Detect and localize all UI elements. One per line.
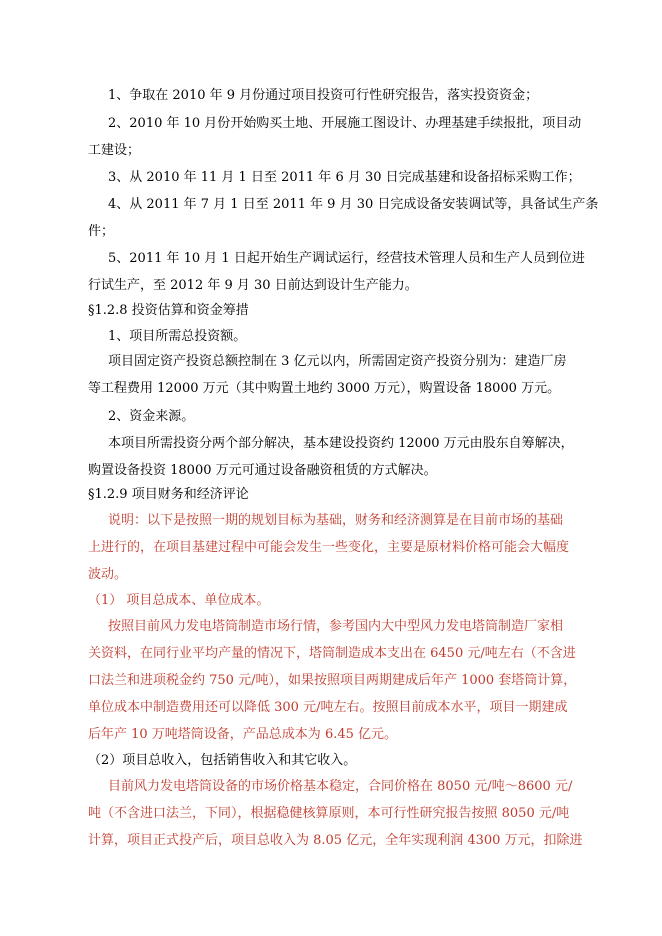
plan-item-1: 1、争取在 2010 年 9 月份通过项目投资可行性研究报告，落实投资资金； — [108, 88, 539, 103]
plan-item-5: 5、2011 年 10 月 1 日起开始生产调试运行，经营技术管理人员和生产人员到位进 — [108, 251, 585, 266]
section-heading-1-2-8: §1.2.8 投资估算和资金筹措 — [88, 303, 249, 318]
cost-paragraph-line-3: 口法兰和进项税金约 750 元/吨），如果按照项目两期建成后年产 1000 套塔筒计算， — [88, 673, 577, 688]
revenue-paragraph-line-3: 计算，项目正式投产后，项目总收入为 8.05 亿元，全年实现利润 4300 万元，扣除进 — [88, 833, 583, 848]
plan-item-2-cont: 工建设； — [88, 143, 141, 158]
note-line-3: 波动。 — [88, 567, 128, 582]
cost-paragraph-line-2: 关资料，在同行业平均产量的情况下，塔筒制造成本支出在 6450 元/吨左右（不含进 — [88, 646, 576, 661]
plan-item-4-cont: 件； — [88, 224, 115, 239]
plan-item-4: 4、从 2011 年 7 月 1 日至 2011 年 9 月 30 日完成设备安装调试等，具备试生产条 — [108, 197, 599, 212]
revenue-paragraph-line-1: 目前风力发电塔筒设备的市场价格基本稳定，合同价格在 8050 元/吨～8600 元/ — [108, 779, 573, 794]
cost-paragraph-line-4: 单位成本中制造费用还可以降低 300 元/吨左右。按照目前成本水平，项目一期建成 — [88, 700, 568, 715]
revenue-subheading: （2）项目总收入，包括销售收入和其它收入。 — [88, 753, 357, 768]
cost-paragraph-line-1: 按照目前风力发电塔筒制造市场行情，参考国内大中型风力发电塔筒制造厂家相 — [108, 619, 564, 634]
revenue-paragraph-line-2: 吨（不含进口法兰，下同），根据稳健核算原则，本可行性研究报告按照 8050 元/吨 — [88, 806, 570, 821]
note-line-2: 上进行的，在项目基建过程中可能会发生一些变化，主要是原材料价格可能会大幅度 — [88, 540, 570, 555]
cost-subheading: （1） 项目总成本、单位成本。 — [88, 593, 270, 608]
funding-paragraph-line-1: 本项目所需投资分两个部分解决，基本建设投资约 12000 万元由股东自筹解决， — [108, 436, 574, 451]
plan-item-3: 3、从 2010 年 11 月 1 日至 2011 年 6 月 30 日完成基建和设备招标采购工作； — [108, 170, 581, 185]
investment-paragraph-line-2: 等工程费用 12000 万元（其中购置土地约 3000 万元），购置设备 18000 万元。 — [88, 381, 561, 396]
investment-paragraph-line-1: 项目固定资产投资总额控制在 3 亿元以内，所需固定资产投资分别为：建造厂房 — [108, 354, 567, 369]
funding-paragraph-line-2: 购置设备投资 18000 万元可通过设备融资租赁的方式解决。 — [88, 463, 437, 478]
section-heading-1-2-9: §1.2.9 项目财务和经济评论 — [88, 487, 249, 502]
note-line-1: 说明：以下是按照一期的规划目标为基础，财务和经济测算是在目前市场的基础 — [108, 513, 564, 528]
cost-paragraph-line-5: 后年产 10 万吨塔筒设备，产品总成本为 6.45 亿元。 — [88, 727, 398, 742]
funding-subheading: 2、资金来源。 — [108, 409, 195, 424]
plan-item-2: 2、2010 年 10 月份开始购买土地、开展施工图设计、办理基建手续报批，项目动 — [108, 116, 582, 131]
plan-item-5-cont: 行试生产，至 2012 年 9 月 30 日前达到设计生产能力。 — [88, 278, 418, 293]
investment-subheading: 1、项目所需总投资额。 — [108, 329, 247, 344]
